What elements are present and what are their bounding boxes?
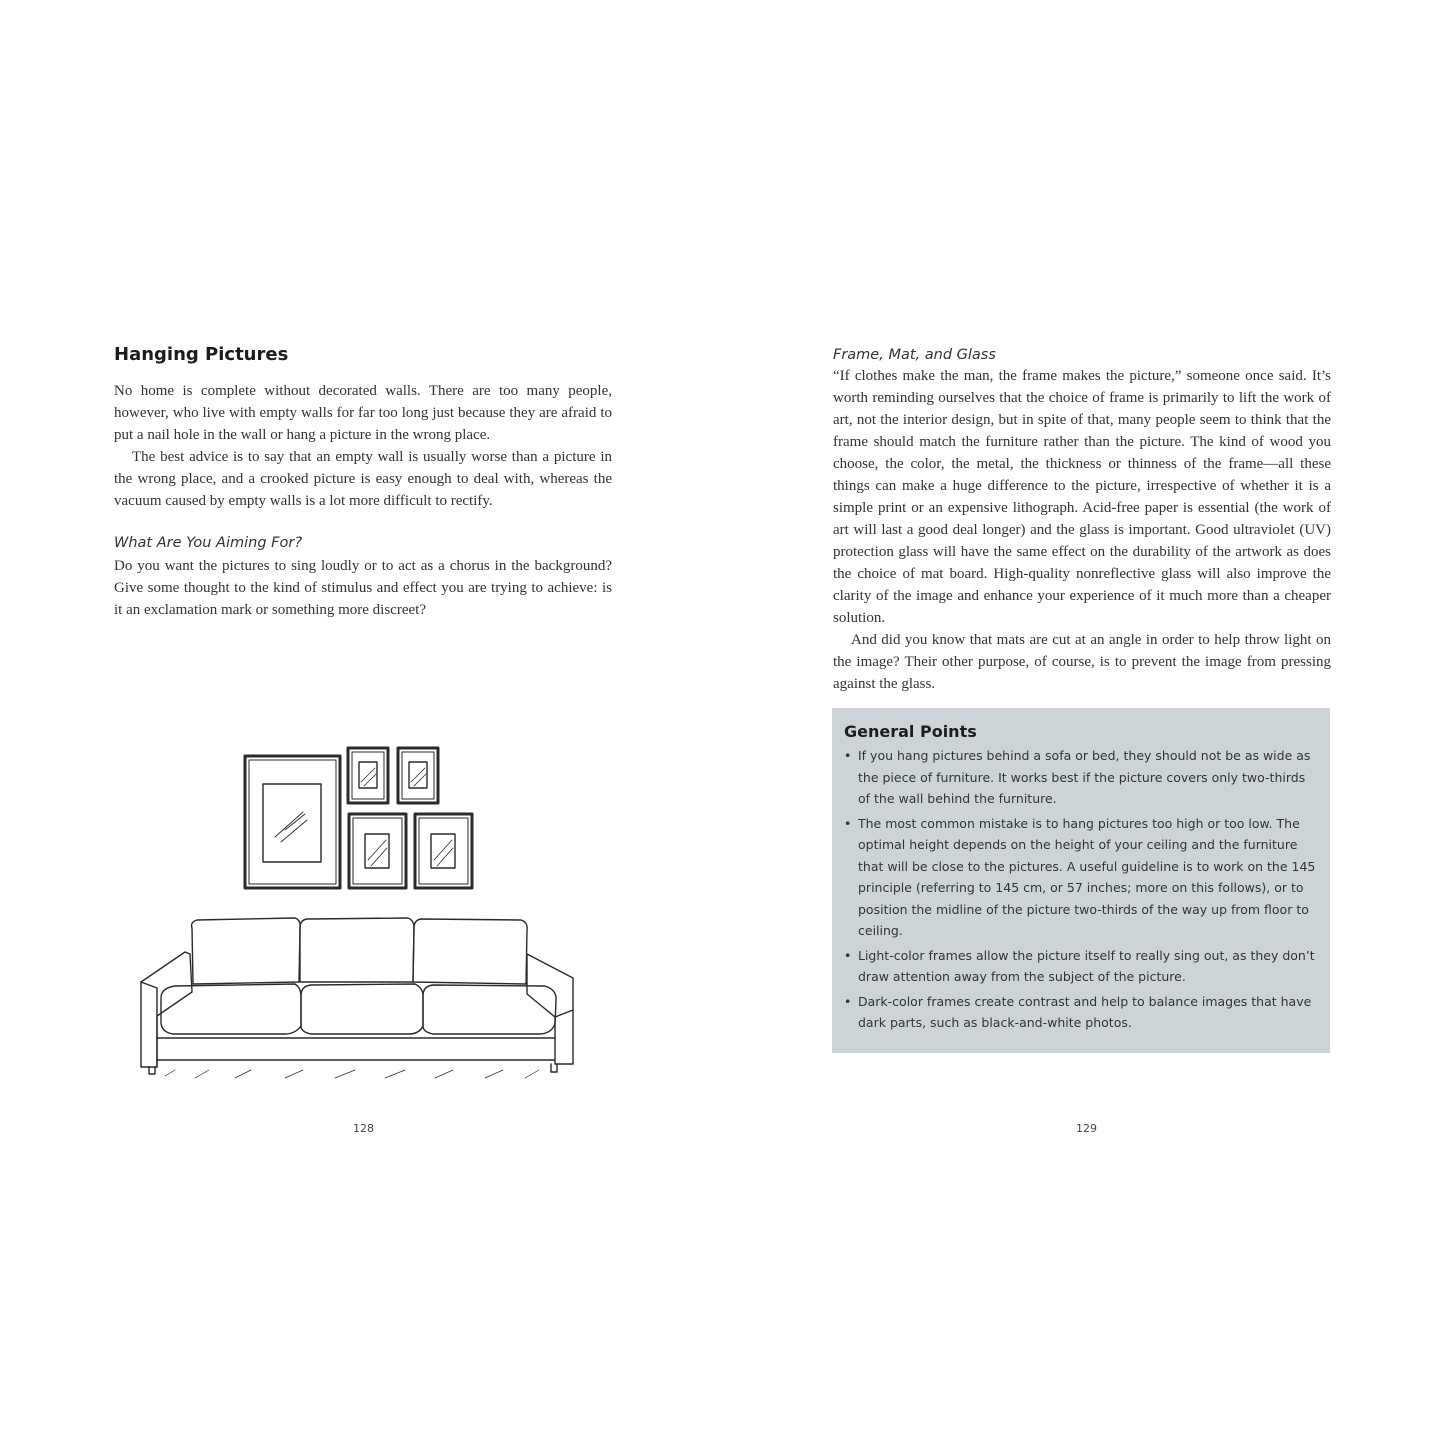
small-frame-bottom-1 <box>349 814 406 888</box>
bullet-icon: • <box>844 993 852 1009</box>
subheading: Frame, Mat, and Glass <box>833 347 996 363</box>
list-item-text: Light-color frames allow the picture itself to really sing out, as they don’t draw attention away from the subject of the picture. <box>858 947 1315 984</box>
list-item-text: If you hang pictures behind a sofa or bed, they should not be as wide as the piece of furniture. It works best if the picture covers only two-thirds of the wall behind the furniture. <box>858 748 1311 806</box>
page-number: 129 <box>1076 1122 1097 1135</box>
list-item-text: The most common mistake is to hang pictures too high or too low. The optimal height depends on the height of your ceiling and the furniture that will be close to the pictures. A useful guideline is to work on the 145 principle (referring to 145 cm, or 57 inches; more on this follows), or to position the midline of the picture two-thirds of the way up from floor to ceiling. <box>858 815 1316 938</box>
list-item-text: Dark-color frames create contrast and help to balance images that have dark parts, such as black-and-white photos. <box>858 993 1312 1030</box>
sofa-illustration <box>135 742 580 1082</box>
sofa <box>141 918 573 1078</box>
list-item <box>844 991 1318 1034</box>
intro-text <box>114 380 612 512</box>
list-item <box>844 945 1318 988</box>
bullet-icon: • <box>844 947 852 963</box>
section-heading: Hanging Pictures <box>114 344 289 365</box>
bullet-icon: • <box>844 748 852 763</box>
general-points-list <box>844 745 1318 1034</box>
paragraph: No home is complete without decorated walls. There are too many people, however, who live with empty walls for far too long just because they are afraid to put a nail hole in the wall or hang a picture in the wrong place. <box>114 383 612 443</box>
small-frame-bottom-2 <box>415 814 472 888</box>
box-title: General Points <box>844 722 977 741</box>
paragraph: “If clothes make the man, the frame makes the picture,” someone once said. It’s worth reminding ourselves that the choice of frame is primarily to lift the work of art, not the interior design, but in spite of that, many people seem to think that the frame should match the furniture rather than the picture. The kind of wood you choose, the color, the metal, the thickness or thinness of the frame—all these things can make a huge difference to the picture, irrespective of whether it is a simple print or an expensive lithograph. Acid-free paper is essential (the work of art will last a good deal longer) and the glass is important. Good ultraviolet (UV) protection glass will have the same effect on the durability of the artwork as does the choice of mat board. High-quality nonreflective glass will also improve the clarity of the image and enhance your experience of it much more than a cheaper solution. <box>833 368 1331 626</box>
paragraph: And did you know that mats are cut at an angle in order to help throw light on the image? Their other purpose, of course, is to prevent the image from pressing against the glass. <box>833 632 1331 692</box>
aiming-section <box>114 535 612 621</box>
large-frame <box>245 756 340 888</box>
small-frame-top-2 <box>398 748 438 803</box>
list-item <box>844 813 1318 942</box>
bullet-icon: • <box>844 815 852 831</box>
general-points-box <box>832 708 1330 1053</box>
frame-section <box>833 347 1331 695</box>
small-frame-top-1 <box>348 748 388 803</box>
paragraph: The best advice is to say that an empty wall is usually worse than a picture in the wrong place, and a crooked picture is easy enough to deal with, whereas the vacuum caused by empty walls is a lot more difficult to rectify. <box>114 449 612 509</box>
subheading: What Are You Aiming For? <box>114 535 303 551</box>
right-page <box>722 0 1445 1445</box>
left-page <box>0 0 722 1445</box>
list-item <box>844 745 1318 810</box>
paragraph: Do you want the pictures to sing loudly or to act as a chorus in the background? Give some thought to the kind of stimulus and effect you are trying to achieve: is it an exclamation mark or something more discreet? <box>114 558 612 618</box>
page-number: 128 <box>353 1122 374 1135</box>
